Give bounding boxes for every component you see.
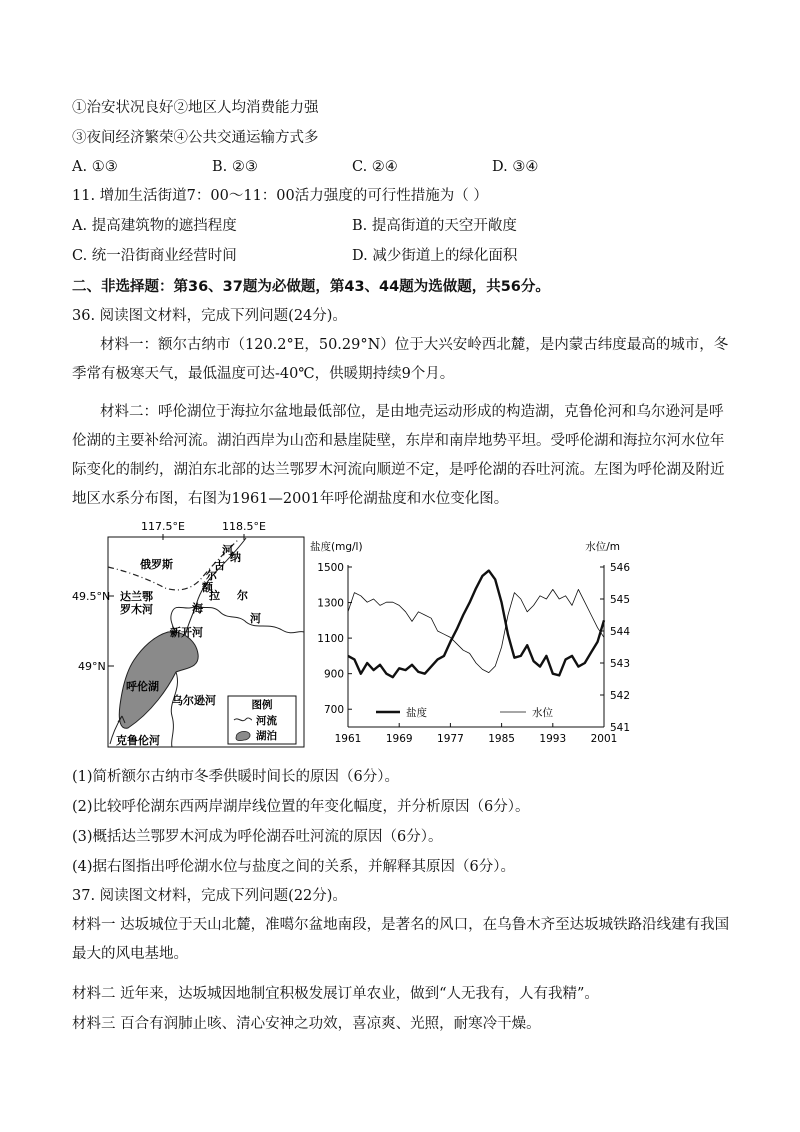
chart-ticks	[317, 562, 630, 745]
map-label-kelulun: 克鲁伦河	[116, 734, 160, 747]
map-label-russia: 俄罗斯	[140, 558, 173, 571]
q36-question-2: (2)比较呼伦湖东西两岸湖岸线位置的年变化幅度，并分析原因（6分）。	[72, 799, 530, 815]
y2-tick-label: 541	[610, 722, 631, 734]
y2-tick-label: 542	[610, 690, 631, 702]
q36-question-3: (3)概括达兰鄂罗木河成为呼伦湖吞吐河流的原因（6分）。	[72, 829, 443, 845]
map-lon2-label: 118.5°E	[222, 520, 266, 533]
y2-tick-label: 546	[610, 562, 631, 574]
y2-tick-label: 543	[610, 658, 631, 670]
map-label-hulun: 呼伦湖	[126, 680, 159, 693]
q37-material1: 材料一 达坂城位于天山北麓，准噶尔盆地南段，是著名的风口，在乌鲁木齐至达坂城铁路沿线建有我国最大的风电基地。	[72, 917, 730, 962]
wuerxun-river	[171, 672, 177, 747]
map-lat2-label: 49°N	[78, 660, 106, 673]
legend-waterlevel-label: 水位	[532, 707, 553, 719]
chart-y2label: 水位/m	[585, 541, 620, 553]
section-heading: 二、非选择题：第36、37题为必做题，第43、44题为选做题，共56分。	[72, 279, 550, 295]
q11-option-d[interactable]: D. 减少街道上的绿化面积	[352, 248, 518, 264]
chart-ylabel: 盐度(mg/l)	[310, 541, 363, 553]
map-label-hailar-char-3: 尔	[237, 589, 248, 602]
q11-option-c[interactable]: C. 统一沿街商业经营时间	[72, 248, 237, 264]
map-label-ergune-char-1: 额	[202, 581, 213, 594]
map-label-ergune-char-5: 河	[222, 544, 233, 557]
map-lon1-label: 117.5°E	[141, 520, 185, 533]
q10-option-c[interactable]: C. ②④	[352, 159, 398, 175]
map-legend-river: 河流	[256, 715, 277, 727]
x-tick-label: 1969	[385, 733, 413, 745]
map-label-ergune-char-3: 古	[214, 559, 225, 572]
map-label-dalan-line1: 达兰鄂	[120, 590, 153, 603]
map-legend-lake: 湖泊	[256, 730, 277, 742]
y-tick-label: 1100	[317, 633, 344, 646]
y-tick-label: 900	[323, 668, 344, 681]
x-tick-label: 2001	[590, 733, 618, 745]
map-label-ergune-char-2: 尔	[206, 569, 217, 582]
map-label-hailar-char-4: 河	[250, 612, 261, 625]
map-label-ergune-char-4: 纳	[230, 551, 241, 564]
q11-option-a[interactable]: A. 提高建筑物的遮挡程度	[72, 218, 237, 234]
y-tick-label: 1300	[317, 597, 344, 610]
q37-material2: 材料二 近年来，达坂城因地制宜积极发展订单农业，做到“人无我有，人有我精”。	[72, 986, 599, 1002]
map-label-wuerxun: 乌尔逊河	[172, 694, 216, 707]
q10-statement-line2: ③夜间经济繁荣④公共交通运输方式多	[72, 130, 319, 146]
chart-lines	[348, 571, 604, 678]
y-tick-label: 1500	[317, 562, 344, 574]
salinity-line	[348, 571, 604, 678]
x-tick-label: 1985	[488, 733, 515, 745]
y-tick-label: 700	[323, 704, 344, 717]
map-legend-title: 图例	[251, 699, 273, 711]
map-label-hailar-char-1: 海	[192, 602, 203, 615]
q36-material2	[72, 398, 732, 514]
q10-option-d[interactable]: D. ③④	[492, 159, 539, 175]
q37-material3: 材料三 百合有润肺止咳、清心安神之功效，喜凉爽、光照，耐寒冷干燥。	[72, 1016, 541, 1032]
q11-stem: 11. 增加生活街道7：00～11：00活力强度的可行性措施为（ ）	[72, 188, 488, 204]
q10-option-a[interactable]: A. ①③	[72, 159, 118, 175]
x-tick-label: 1961	[334, 733, 362, 745]
q37-stem: 37. 阅读图文材料，完成下列问题(22分)。	[72, 888, 347, 904]
q36-material1	[72, 331, 732, 389]
map-label-hailar-char-2: 拉	[209, 589, 220, 602]
x-tick-label: 1993	[539, 733, 567, 745]
y2-tick-label: 545	[610, 594, 631, 606]
salinity-water-level-chart	[310, 535, 631, 753]
map-label-xinkai: 新开河	[170, 626, 203, 639]
x-tick-label: 1977	[437, 733, 464, 745]
q36-question-4: (4)据右图指出呼伦湖水位与盐度之间的关系，并解释其原因（6分）。	[72, 859, 516, 875]
y2-tick-label: 544	[610, 626, 631, 638]
water-system-map	[72, 515, 312, 755]
legend-salinity-label: 盐度	[406, 707, 427, 719]
q36-material2-text: 材料二：呼伦湖位于海拉尔盆地最低部位，是由地壳运动形成的构造湖，克鲁伦河和乌尔逊河是呼伦湖的主要补给河流。湖泊西岸为山峦和悬崖陡壁，东岸和南岸地势平坦。受呼伦湖和海拉尔河水位年际变化的制约，湖泊东北部的达兰鄂罗木河流向顺逆不定，是呼伦湖的吞吐河流。左图为呼伦湖及附近地区水系分布图，右图为1961—2001年呼伦湖盐度和水位变化图。	[72, 404, 725, 507]
q36-question-1: (1)简析额尔古纳市冬季供暖时间长的原因（6分）。	[72, 769, 400, 785]
q10-option-b[interactable]: B. ②③	[212, 159, 258, 175]
q36-material1-text: 材料一：额尔古纳市（120.2°E，50.29°N）位于大兴安岭西北麓，是内蒙古纬度最高的城市，冬季常有极寒天气，最低温度可达-40℃，供暖期持续9个月。	[72, 337, 729, 382]
map-lat1-label: 49.5°N	[72, 590, 111, 603]
q10-statement-line1: ①治安状况良好②地区人均消费能力强	[72, 100, 319, 116]
legend-lake-symbol	[236, 731, 250, 740]
q11-option-b[interactable]: B. 提高街道的天空开敞度	[352, 218, 517, 234]
q36-stem: 36. 阅读图文材料，完成下列问题(24分)。	[72, 308, 347, 324]
map-label-dalan-line2: 罗木河	[120, 603, 153, 616]
